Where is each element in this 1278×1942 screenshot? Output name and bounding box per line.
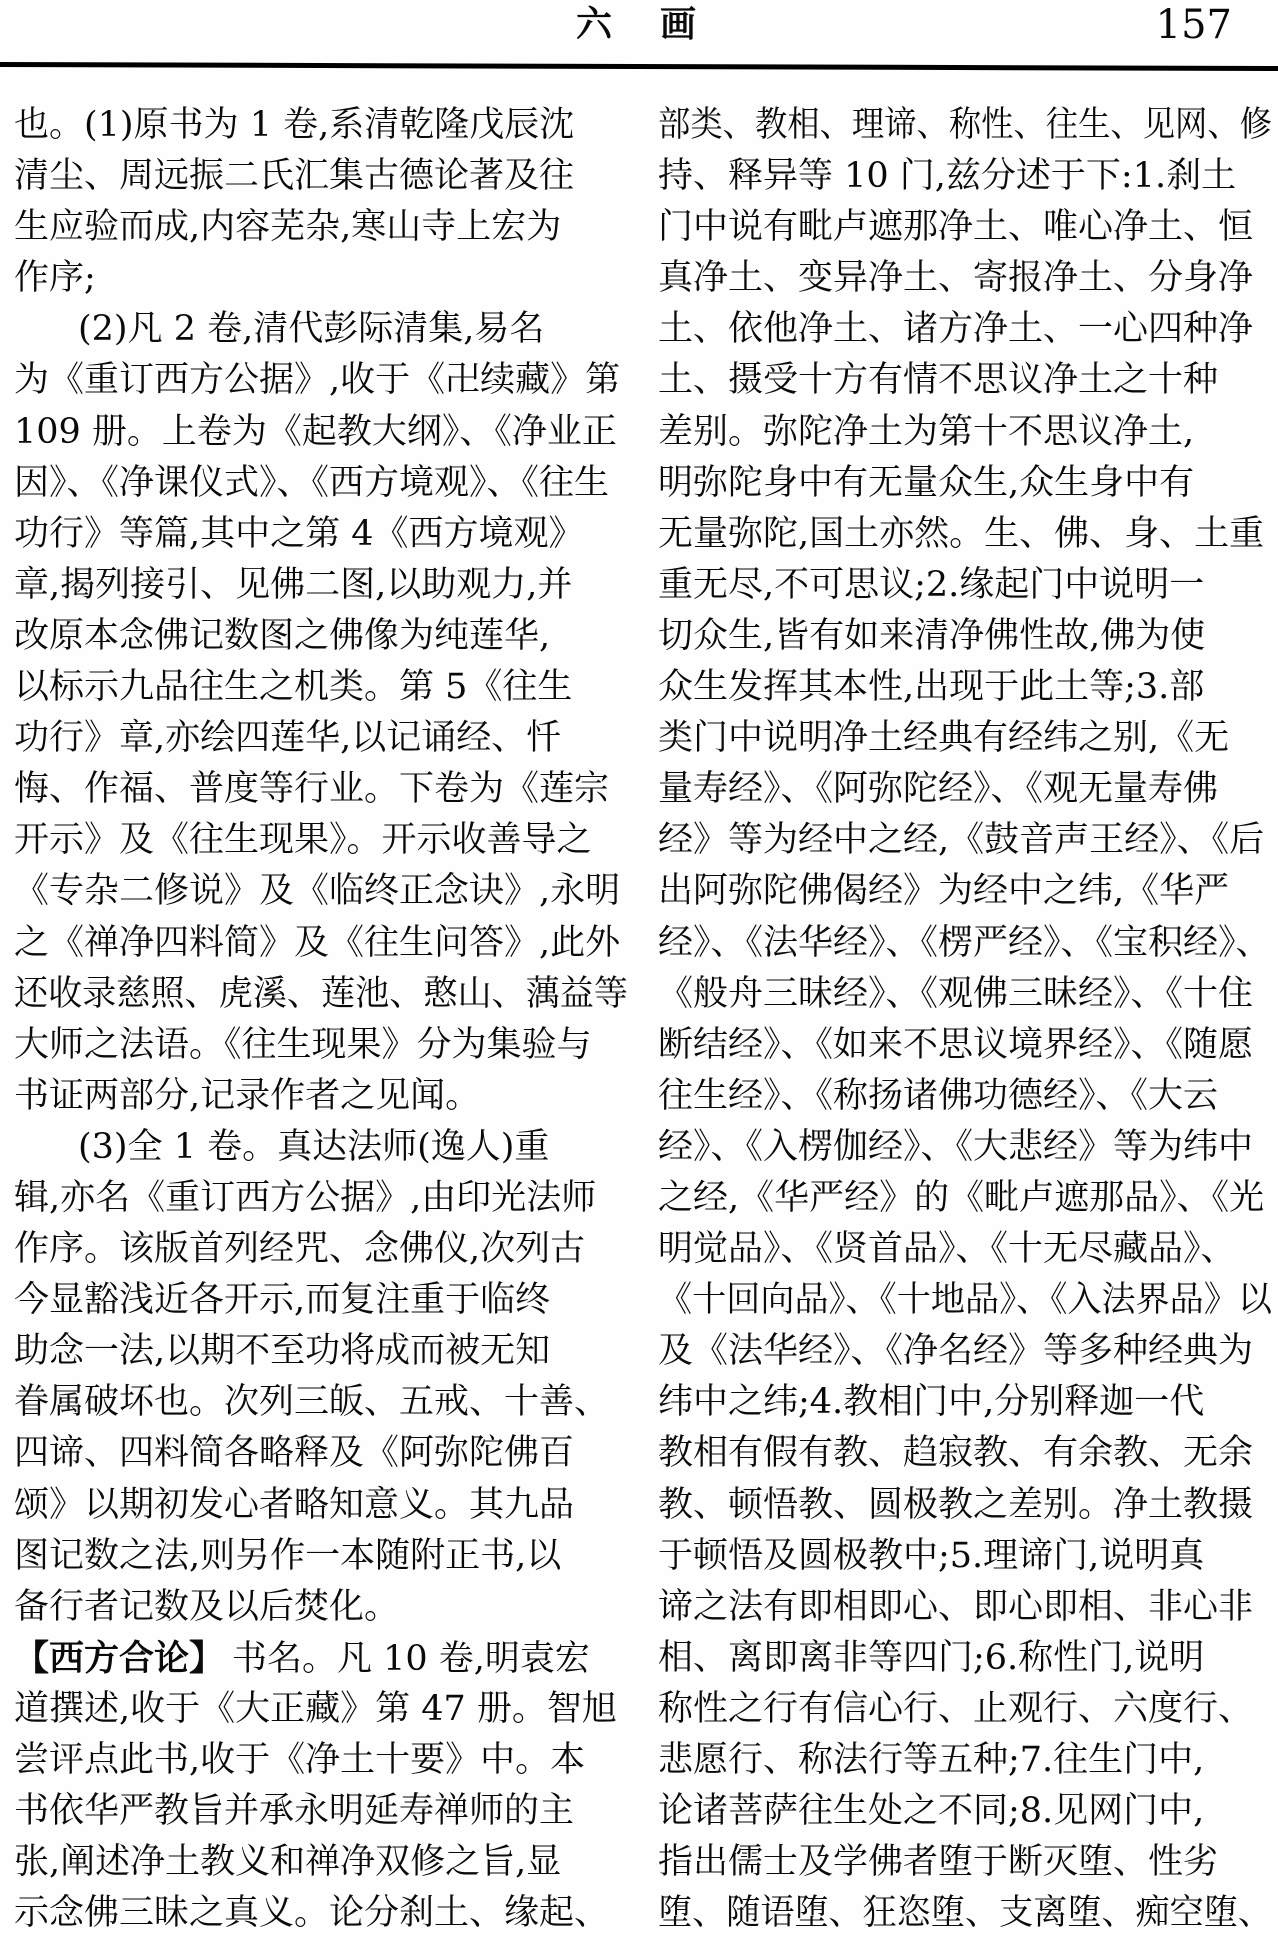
header-rule [0,62,1278,71]
text-line: 因》、《净课仪式》、《西方境观》、《往生 [14,462,610,503]
text-line: 以标示九品往生之机类。第 5《往生 [14,667,573,708]
text-line: 开示》及《往生现果》。开示收善导之 [14,820,592,861]
text-line: 经》、《入楞伽经》、《大悲经》等为纬中 [658,1126,1254,1167]
text-line: 助念一法,以期不至功将成而被无知 [14,1331,551,1372]
text-line: 《专杂二修说》及《临终正念诀》,永明 [14,871,621,912]
text-line: 【西方合论】 书名。凡 10 卷,明袁宏 [14,1637,590,1679]
text-line: (3)全 1 卷。真达法师(逸人)重 [78,1126,550,1167]
text-line: 悔、作福、普度等行业。下卷为《莲宗 [14,769,610,810]
text-line: 示念佛三昧之真义。论分刹土、缘起、 [14,1893,610,1934]
text-line: 切众生,皆有如来清净佛性故,佛为使 [658,615,1206,656]
text-line: 真净土、变异净土、寄报净土、分身净 [658,258,1254,299]
text-line: 指出儒士及学佛者堕于断灭堕、性劣 [658,1842,1219,1883]
text-line: 经》等为经中之经,《鼓音声王经》、《后 [658,820,1265,861]
text-line: 重无尽,不可思议;2.缘起门中说明一 [658,564,1205,605]
text-line: 生应验而成,内容芜杂,寒山寺上宏为 [14,207,562,248]
text-line: (2)凡 2 卷,清代彭际清集,易名 [78,309,545,350]
text-line: 张,阐述净土教义和禅净双修之旨,显 [14,1842,562,1883]
text-line: 功行》章,亦绘四莲华,以记诵经、忏 [14,718,562,759]
text-line: 《十回向品》、《十地品》、《入法界品》以 [658,1280,1273,1321]
text-line: 教、顿悟教、圆极教之差别。净土教摄 [658,1484,1254,1525]
text-line: 章,揭列接引、见佛二图,以助观力,并 [14,564,573,605]
text-line: 称性之行有信心行、止观行、六度行、 [658,1688,1254,1729]
text-line: 经》、《法华经》、《楞严经》、《宝积经》、 [658,922,1271,963]
text-line: 谛之法有即相即心、即心即相、非心非 [658,1586,1254,1627]
text-line: 及《法华经》、《净名经》等多种经典为 [658,1331,1254,1372]
text-line: 土、依他净土、诸方净土、一心四种净 [658,309,1254,350]
text-line: 无量弥陀,国土亦然。生、佛、身、土重 [658,513,1265,554]
text-line: 还收录慈照、虎溪、莲池、憨山、蕅益等 [14,973,629,1014]
text-line: 众生发挥其本性,出现于此土等;3.部 [658,667,1205,708]
text-line: 之《禅净四料简》及《往生问答》,此外 [14,922,621,963]
text-line: 之经,《华严经》的《毗卢遮那品》、《光 [658,1177,1265,1218]
section-title: 六 画 [575,3,702,45]
text-line: 功行》等篇,其中之第 4《西方境观》 [14,513,584,554]
left-column [14,100,628,1939]
text-line: 今显豁浅近各开示,而复注重于临终 [14,1280,551,1321]
text-line: 往生经》、《称扬诸佛功德经》、《大云 [658,1075,1219,1116]
text-line: 图记数之法,则另作一本随附正书,以 [14,1535,562,1576]
text-line: 道撰述,收于《大正藏》第 47 册。智旭 [14,1688,617,1729]
text-line: 颂》以期初发心者略知意义。其九品 [14,1484,575,1525]
text-line: 明弥陀身中有无量众生,众生身中有 [658,462,1195,503]
text-line: 备行者记数及以后焚化。 [14,1586,400,1627]
text-line: 书依华严教旨并承永明延寿禅师的主 [14,1791,575,1832]
text-line: 论诸菩萨往生处之不同;8.见网门中, [658,1791,1205,1832]
text-line: 土、摄受十方有情不思议净土之十种 [658,360,1219,401]
text-line: 类门中说明净土经典有经纬之别,《无 [658,718,1230,759]
entry-headword: 【西方合论】 [14,1637,225,1679]
text-line: 堕、随语堕、狂恣堕、支离堕、痴空堕、 [658,1893,1273,1934]
text-line: 于顿悟及圆极教中;5.理谛门,说明真 [658,1535,1205,1576]
text-line: 清尘、周远振二氏汇集古德论著及往 [14,156,575,197]
text-line: 辑,亦名《重订西方公据》,由印光法师 [14,1177,597,1218]
text-line: 量寿经》、《阿弥陀经》、《观无量寿佛 [658,769,1219,810]
text-line: 大师之法语。《往生现果》分为集验与 [14,1024,592,1065]
text-line: 持、释异等 10 门,兹分述于下:1.刹土 [658,156,1237,197]
text-line: 眷属破坏也。次列三皈、五戒、十善、 [14,1382,610,1423]
text-line: 教相有假有教、趋寂教、有余教、无余 [658,1433,1254,1474]
text-line: 断结经》、《如来不思议境界经》、《随愿 [658,1024,1254,1065]
text-line: 作序; [14,258,96,299]
text-line: 尝评点此书,收于《净土十要》中。本 [14,1740,586,1780]
text-line: 差别。弥陀净土为第十不思议净土, [658,411,1195,452]
text-line: 四谛、四料简各略释及《阿弥陀佛百 [14,1433,575,1474]
right-column [658,100,1272,1939]
text-line: 109 册。上卷为《起教大纲》、《净业正 [14,411,617,452]
text-line: 为《重订西方公据》,收于《卍续藏》第 [14,360,621,401]
text-body [14,100,1272,1939]
text-line: 出阿弥陀佛偈经》为经中之纬,《华严 [658,871,1230,912]
text-line: 悲愿行、称法行等五种;7.往生门中, [658,1740,1205,1780]
text-line: 相、离即离非等四门;6.称性门,说明 [658,1637,1205,1678]
text-line: 《般舟三昧经》、《观佛三昧经》、《十住 [658,973,1254,1014]
text-line: 书证两部分,记录作者之见闻。 [14,1075,481,1116]
text-line: 明觉品》、《贤首品》、《十无尽藏品》、 [658,1229,1236,1270]
text-line: 纬中之纬;4.教相门中,分别释迦一代 [658,1382,1205,1423]
page-number: 157 [1155,2,1232,48]
text-line: 部类、教相、理谛、称性、往生、见网、修 [658,105,1273,145]
text-line: 门中说有毗卢遮那净土、唯心净土、恒 [658,207,1254,248]
text-line: 改原本念佛记数图之佛像为纯莲华, [14,615,551,656]
text-line: 也。(1)原书为 1 卷,系清乾隆戊辰沈 [14,105,575,145]
text-line: 作序。该版首列经咒、念佛仪,次列古 [14,1229,586,1270]
